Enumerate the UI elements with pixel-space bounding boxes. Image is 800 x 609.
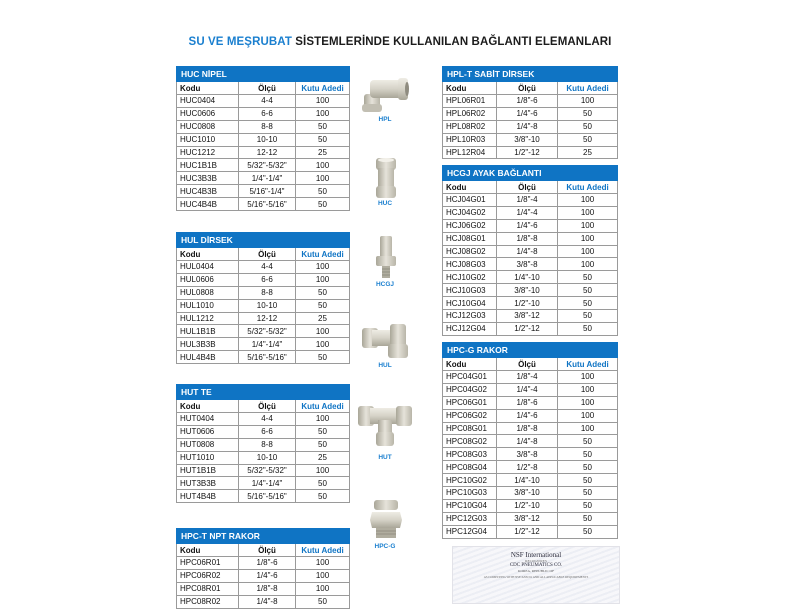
cell-qty: 100	[296, 338, 350, 351]
column-header-kodu: Kodu	[177, 544, 239, 557]
hcgj-stem-fitting-image	[362, 234, 410, 282]
table-row	[443, 95, 618, 108]
cell-size: 3/8"-8	[497, 448, 558, 461]
column-header-kutu: Kutu Adedi	[296, 82, 350, 95]
cell-size: 1/2"-12	[497, 525, 558, 538]
cell-size: 8-8	[239, 286, 296, 299]
table-row	[177, 413, 350, 426]
table-row	[443, 487, 618, 500]
cell-size: 8-8	[239, 438, 296, 451]
cell-size: 12-12	[239, 146, 296, 159]
cell-code: HUL0404	[177, 261, 239, 274]
table-row	[443, 310, 618, 323]
cell-size: 1/4"-8	[497, 245, 558, 258]
table-row	[443, 474, 618, 487]
cell-code: HPC06G02	[443, 409, 497, 422]
cell-code: HCJ08G03	[443, 258, 497, 271]
cell-size: 1/4"-10	[497, 474, 558, 487]
cell-code: HUL1212	[177, 312, 239, 325]
cell-code: HPC08G04	[443, 461, 497, 474]
cell-qty: 100	[558, 371, 618, 384]
cell-code: HUC4B4B	[177, 198, 239, 211]
cell-qty: 50	[558, 525, 618, 538]
column-header-kodu: Kodu	[177, 400, 239, 413]
cell-size: 1/4"-10	[497, 271, 558, 284]
hcgj-label: HCGJ	[375, 281, 395, 288]
cell-size: 5/16"-5/16"	[239, 490, 296, 503]
cell-code: HUC1B1B	[177, 159, 239, 172]
cell-qty: 100	[558, 383, 618, 396]
cell-code: HPC06R01	[177, 557, 239, 570]
cell-qty: 50	[296, 351, 350, 364]
certificate-note: AS COMPLYING WITH NSF/ANSI 61 AND ALL APPLICABLE REQUIREMENTS	[483, 575, 589, 579]
cell-code: HPC08G03	[443, 448, 497, 461]
table-row	[443, 146, 618, 159]
cell-code: HCJ10G03	[443, 284, 497, 297]
cell-size: 1/4"-1/4"	[239, 338, 296, 351]
table-row	[443, 120, 618, 133]
cell-code: HUT1010	[177, 451, 239, 464]
nsf-certificate-image	[452, 546, 620, 604]
table-title: HUT TE	[177, 385, 350, 400]
cell-code: HUL3B3B	[177, 338, 239, 351]
cell-size: 4-4	[239, 261, 296, 274]
table-row	[443, 371, 618, 384]
cell-code: HUT4B4B	[177, 490, 239, 503]
column-header-kutu: Kutu Adedi	[296, 544, 350, 557]
cell-qty: 50	[296, 286, 350, 299]
cell-size: 10-10	[239, 133, 296, 146]
cell-size: 5/32"-5/32"	[239, 325, 296, 338]
cell-qty: 100	[296, 582, 350, 595]
cell-qty: 50	[558, 448, 618, 461]
table-row	[177, 261, 350, 274]
table-row	[177, 286, 350, 299]
cell-code: HPC10G04	[443, 499, 497, 512]
cell-size: 1/4"-4	[497, 206, 558, 219]
cell-size: 5/16"-1/4"	[239, 185, 296, 198]
table-row	[443, 206, 618, 219]
table-row	[443, 448, 618, 461]
table-row	[177, 425, 350, 438]
table-row	[443, 133, 618, 146]
table-row	[443, 297, 618, 310]
cell-size: 3/8"-10	[497, 284, 558, 297]
table-title: HUC NİPEL	[177, 67, 350, 82]
table-row	[177, 325, 350, 338]
cell-qty: 100	[558, 422, 618, 435]
cell-size: 8-8	[239, 120, 296, 133]
cell-code: HUC0404	[177, 95, 239, 108]
cell-qty: 50	[296, 595, 350, 608]
cell-qty: 50	[558, 461, 618, 474]
cell-size: 3/8"-8	[497, 258, 558, 271]
cell-qty: 25	[296, 312, 350, 325]
cell-qty: 50	[558, 271, 618, 284]
cell-size: 5/32"-5/32"	[239, 464, 296, 477]
cell-code: HCJ08G02	[443, 245, 497, 258]
table-hul-dirsek	[176, 232, 350, 364]
cell-code: HPL08R02	[443, 120, 497, 133]
cell-code: HPC10G02	[443, 474, 497, 487]
column-header-olcu: Ölçü	[497, 181, 558, 194]
table-row	[443, 245, 618, 258]
cell-size: 6-6	[239, 273, 296, 286]
cell-code: HPC08R02	[177, 595, 239, 608]
cell-qty: 50	[558, 107, 618, 120]
cell-size: 1/2"-10	[497, 499, 558, 512]
cell-code: HPL10R03	[443, 133, 497, 146]
table-row	[177, 146, 350, 159]
table-row	[443, 258, 618, 271]
cell-qty: 50	[558, 435, 618, 448]
hul-label: HUL	[378, 362, 392, 369]
cell-size: 1/4"-6	[497, 409, 558, 422]
cell-code: HUL0606	[177, 273, 239, 286]
column-header-olcu: Ölçü	[239, 82, 296, 95]
hul-elbow-fitting-image	[358, 318, 412, 362]
cell-code: HUT1B1B	[177, 464, 239, 477]
cell-code: HPC10G03	[443, 487, 497, 500]
cell-code: HPC06G01	[443, 396, 497, 409]
cell-size: 1/8"-4	[497, 371, 558, 384]
cell-size: 1/4"-6	[497, 219, 558, 232]
hpl-elbow-fitting-image	[360, 74, 412, 114]
cell-code: HPC04G01	[443, 371, 497, 384]
cell-code: HUC4B3B	[177, 185, 239, 198]
cell-size: 1/8"-4	[497, 194, 558, 207]
cell-size: 1/4"-8	[239, 595, 296, 608]
cell-size: 3/8"-10	[497, 487, 558, 500]
table-row	[443, 409, 618, 422]
column-header-kutu: Kutu Adedi	[296, 248, 350, 261]
cell-code: HUL1010	[177, 299, 239, 312]
cell-size: 3/8"-12	[497, 512, 558, 525]
cell-qty: 100	[296, 464, 350, 477]
cell-qty: 50	[296, 477, 350, 490]
column-header-olcu: Ölçü	[497, 82, 558, 95]
cell-qty: 50	[558, 499, 618, 512]
cell-code: HUL4B4B	[177, 351, 239, 364]
cell-code: HCJ12G03	[443, 310, 497, 323]
table-hcgj-ayak-baglanti	[442, 165, 618, 336]
table-row	[443, 232, 618, 245]
table-hpc-g-rakor	[442, 342, 618, 539]
cell-qty: 50	[296, 490, 350, 503]
cell-qty: 25	[558, 146, 618, 159]
cell-size: 1/8"-6	[239, 557, 296, 570]
cell-size: 10-10	[239, 299, 296, 312]
cell-qty: 50	[558, 284, 618, 297]
cell-qty: 50	[558, 120, 618, 133]
cell-code: HUC3B3B	[177, 172, 239, 185]
cell-code: HCJ10G04	[443, 297, 497, 310]
cell-size: 1/4"-1/4"	[239, 172, 296, 185]
cell-code: HPC12G03	[443, 512, 497, 525]
page-title: SU VE MEŞRUBAT SİSTEMLERİNDE KULLANILAN BAĞLANTI ELEMANLARI	[188, 36, 612, 48]
table-row	[177, 172, 350, 185]
cell-qty: 100	[558, 245, 618, 258]
cell-qty: 100	[296, 557, 350, 570]
cell-qty: 100	[296, 569, 350, 582]
table-huc-nipel	[176, 66, 350, 211]
column-header-olcu: Ölçü	[497, 358, 558, 371]
cell-qty: 50	[296, 120, 350, 133]
column-header-kodu: Kodu	[177, 248, 239, 261]
cell-qty: 25	[296, 146, 350, 159]
table-row	[443, 271, 618, 284]
hut-label: HUT	[378, 454, 392, 461]
table-row	[443, 322, 618, 335]
table-row	[443, 525, 618, 538]
table-row	[443, 512, 618, 525]
table-title: HPL-T SABİT DİRSEK	[443, 67, 618, 82]
table-hpl-t-sabit-dirsek	[442, 66, 618, 159]
huc-union-fitting-image	[362, 156, 410, 200]
table-row	[177, 198, 350, 211]
cell-code: HCJ06G02	[443, 219, 497, 232]
table-row	[177, 312, 350, 325]
hpl-label: HPL	[378, 116, 392, 123]
cell-size: 3/8"-12	[497, 310, 558, 323]
cell-size: 1/8"-8	[497, 422, 558, 435]
table-row	[443, 219, 618, 232]
column-header-kodu: Kodu	[443, 181, 497, 194]
cell-code: HCJ04G02	[443, 206, 497, 219]
cell-size: 1/8"-8	[239, 582, 296, 595]
cell-code: HCJ08G01	[443, 232, 497, 245]
cell-qty: 100	[296, 172, 350, 185]
cell-code: HUC0606	[177, 107, 239, 120]
cell-qty: 100	[558, 409, 618, 422]
cell-size: 1/4"-4	[497, 383, 558, 396]
cell-size: 4-4	[239, 413, 296, 426]
table-hpc-t-npt-rakor	[176, 528, 350, 609]
cell-qty: 50	[296, 438, 350, 451]
cell-code: HUT0606	[177, 425, 239, 438]
table-row	[177, 273, 350, 286]
cell-qty: 100	[296, 95, 350, 108]
column-header-kodu: Kodu	[443, 82, 497, 95]
cell-qty: 100	[558, 232, 618, 245]
table-row	[177, 451, 350, 464]
cell-size: 10-10	[239, 451, 296, 464]
cell-qty: 25	[296, 451, 350, 464]
cell-qty: 100	[558, 194, 618, 207]
column-header-kodu: Kodu	[177, 82, 239, 95]
cell-qty: 100	[558, 396, 618, 409]
column-header-kutu: Kutu Adedi	[296, 400, 350, 413]
cell-size: 5/32"-5/32"	[239, 159, 296, 172]
cell-size: 1/4"-6	[239, 569, 296, 582]
column-header-kutu: Kutu Adedi	[558, 181, 618, 194]
cell-size: 1/2"-12	[497, 146, 558, 159]
table-row	[177, 464, 350, 477]
cell-size: 3/8"-10	[497, 133, 558, 146]
cell-code: HPL12R04	[443, 146, 497, 159]
cell-size: 6-6	[239, 107, 296, 120]
table-row	[443, 284, 618, 297]
column-header-olcu: Ölçü	[239, 248, 296, 261]
cell-size: 1/2"-12	[497, 322, 558, 335]
table-row	[177, 185, 350, 198]
cell-code: HPC08G02	[443, 435, 497, 448]
cell-qty: 50	[558, 310, 618, 323]
cell-qty: 100	[296, 413, 350, 426]
table-row	[177, 438, 350, 451]
cell-qty: 100	[558, 219, 618, 232]
cell-size: 1/8"-6	[497, 396, 558, 409]
table-title: HPC-G RAKOR	[443, 343, 618, 358]
table-row	[177, 557, 350, 570]
cell-code: HPC08R01	[177, 582, 239, 595]
column-header-kutu: Kutu Adedi	[558, 82, 618, 95]
cell-qty: 50	[558, 487, 618, 500]
column-header-olcu: Ölçü	[239, 400, 296, 413]
cell-code: HCJ10G02	[443, 271, 497, 284]
cell-size: 1/4"-6	[497, 107, 558, 120]
table-hut-te	[176, 384, 350, 503]
table-row	[177, 477, 350, 490]
table-row	[177, 582, 350, 595]
cell-code: HUL0808	[177, 286, 239, 299]
table-row	[443, 194, 618, 207]
cell-qty: 100	[558, 206, 618, 219]
table-row	[443, 107, 618, 120]
cell-qty: 50	[296, 185, 350, 198]
table-row	[177, 120, 350, 133]
cell-code: HPC06R02	[177, 569, 239, 582]
cell-size: 1/2"-8	[497, 461, 558, 474]
cell-qty: 50	[558, 474, 618, 487]
cell-qty: 100	[296, 107, 350, 120]
table-row	[443, 499, 618, 512]
cell-size: 1/4"-8	[497, 435, 558, 448]
cell-code: HPC12G04	[443, 525, 497, 538]
cell-qty: 50	[558, 322, 618, 335]
cell-code: HPC08G01	[443, 422, 497, 435]
cell-code: HPL06R01	[443, 95, 497, 108]
table-row	[177, 338, 350, 351]
cell-code: HUC1010	[177, 133, 239, 146]
cell-code: HPL06R02	[443, 107, 497, 120]
certificate-issued: RECOGNIZES	[525, 559, 547, 563]
cell-size: 5/16"-5/16"	[239, 351, 296, 364]
cell-size: 1/8"-8	[497, 232, 558, 245]
table-row	[177, 133, 350, 146]
column-header-kodu: Kodu	[443, 358, 497, 371]
hpcg-label: HPC-G	[374, 543, 396, 550]
cell-code: HUT3B3B	[177, 477, 239, 490]
cell-code: HUC0808	[177, 120, 239, 133]
huc-label: HUC	[377, 200, 393, 207]
cell-qty: 100	[558, 95, 618, 108]
cell-qty: 50	[558, 133, 618, 146]
cell-qty: 50	[558, 297, 618, 310]
certificate-org: NSF International	[510, 551, 562, 559]
table-row	[177, 107, 350, 120]
cell-code: HUL1B1B	[177, 325, 239, 338]
table-row	[443, 396, 618, 409]
cell-qty: 100	[296, 273, 350, 286]
certificate-company: CDC PNEUMATICS CO.	[509, 563, 563, 568]
hpcg-connector-fitting-image	[362, 498, 410, 542]
table-row	[443, 383, 618, 396]
table-row	[177, 595, 350, 608]
cell-size: 1/4"-8	[497, 120, 558, 133]
table-row	[177, 95, 350, 108]
cell-size: 12-12	[239, 312, 296, 325]
cell-code: HUT0808	[177, 438, 239, 451]
table-title: HCGJ AYAK BAĞLANTI	[443, 166, 618, 181]
cell-qty: 100	[296, 261, 350, 274]
cell-qty: 50	[558, 512, 618, 525]
cell-qty: 50	[296, 425, 350, 438]
column-header-olcu: Ölçü	[239, 544, 296, 557]
cell-qty: 50	[296, 198, 350, 211]
cell-qty: 100	[558, 258, 618, 271]
table-row	[443, 435, 618, 448]
table-row	[177, 351, 350, 364]
column-header-kutu: Kutu Adedi	[558, 358, 618, 371]
cell-qty: 100	[296, 159, 350, 172]
cell-code: HUT0404	[177, 413, 239, 426]
table-row	[177, 490, 350, 503]
cell-qty: 100	[296, 325, 350, 338]
cell-code: HPC04G02	[443, 383, 497, 396]
cell-size: 4-4	[239, 95, 296, 108]
table-row	[177, 569, 350, 582]
table-row	[177, 299, 350, 312]
cell-size: 6-6	[239, 425, 296, 438]
hut-tee-fitting-image	[356, 402, 414, 450]
cell-code: HCJ12G04	[443, 322, 497, 335]
table-row	[177, 159, 350, 172]
certificate-location: KOREA, REPUBLIC OF	[517, 569, 555, 573]
cell-code: HUC1212	[177, 146, 239, 159]
table-row	[443, 461, 618, 474]
table-row	[443, 422, 618, 435]
cell-size: 1/4"-1/4"	[239, 477, 296, 490]
cell-code: HCJ04G01	[443, 194, 497, 207]
cell-qty: 50	[296, 133, 350, 146]
cell-size: 1/2"-10	[497, 297, 558, 310]
cell-size: 5/16"-5/16"	[239, 198, 296, 211]
table-title: HUL DİRSEK	[177, 233, 350, 248]
cell-qty: 50	[296, 299, 350, 312]
table-title: HPC-T NPT RAKOR	[177, 529, 350, 544]
cell-size: 1/8"-6	[497, 95, 558, 108]
